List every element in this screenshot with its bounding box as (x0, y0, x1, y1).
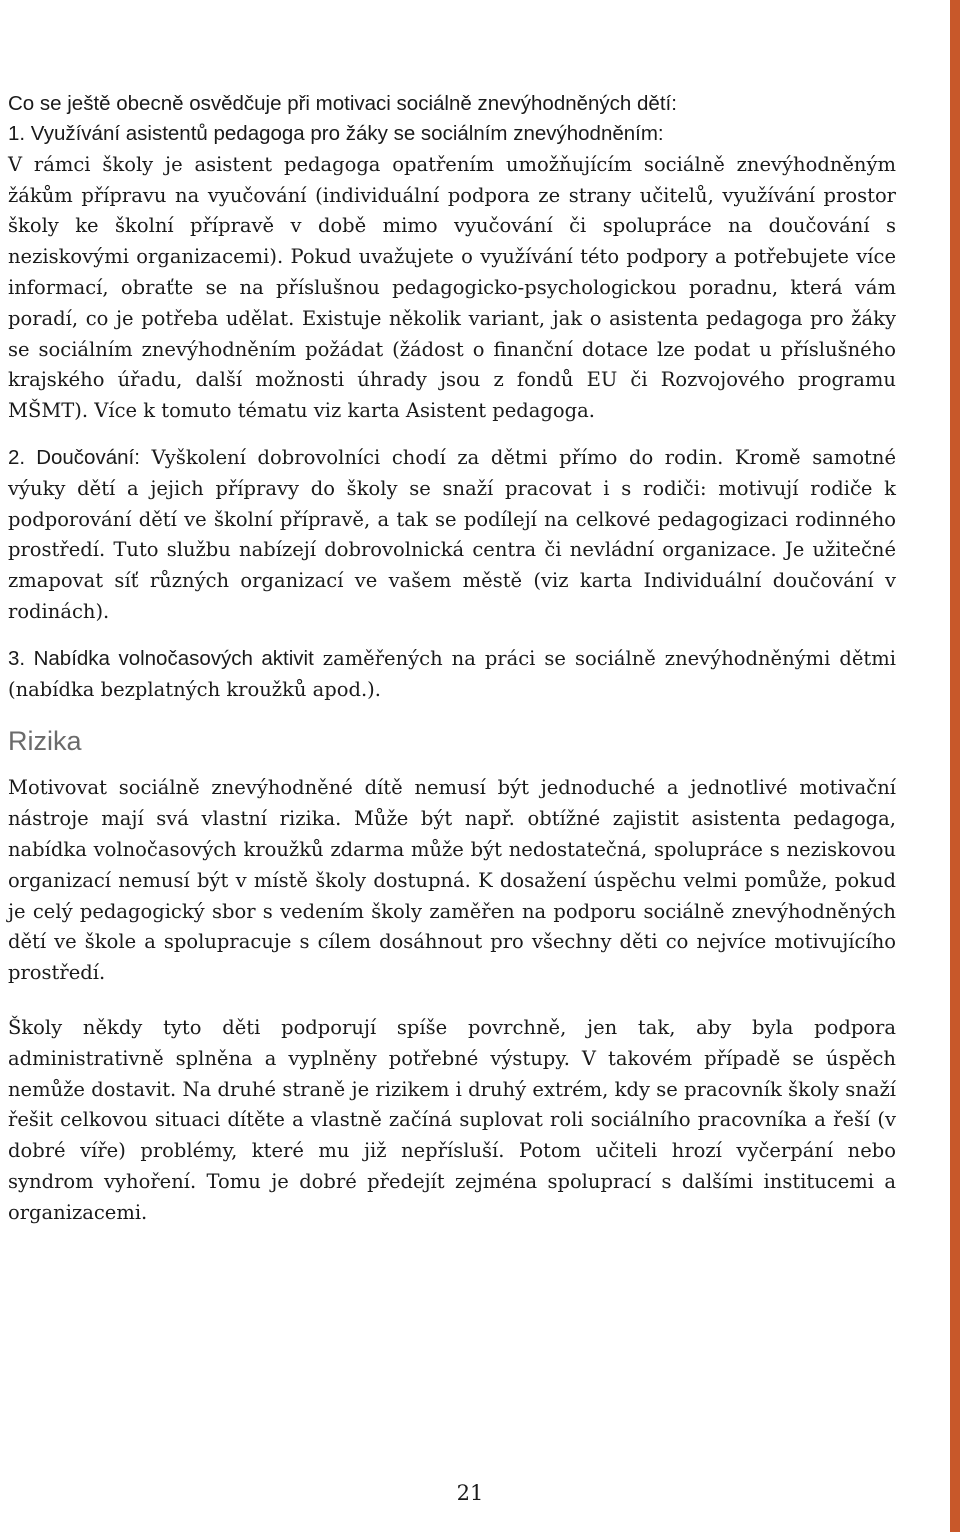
section-heading-rizika: Rizika (8, 726, 82, 757)
item-3-paragraph (8, 644, 896, 706)
item-2-text: Vyškolení dobrovolníci chodí za dětmi přímo do rodin. Kromě samotné výuky dětí a jejich přípravy do školy se snaží pracovat i s rodiči: motivují rodiče k podporování dětí ve školní přípravě, a tak se podílejí na celkové pedagogizaci rodinného prostředí. Tuto službu nabízejí dobrovolnická centra či nevládní organizace. Je užitečné zmapovat síť různých organizací ve vašem městě (viz karta Individuální doučování v rodinách). (8, 445, 896, 623)
item-1-lead: 1. Využívání asistentů pedagoga pro žáky se sociálním znevýhodněním: (8, 122, 664, 145)
page-number: 21 (456, 1481, 484, 1505)
item-1-text: V rámci školy je asistent pedagoga opatřením umožňujícím sociálně znevýhodněným žákům přípravu na vyučování (individuální podpora ze strany učitelů, využívání prostor školy ke školní přípravě v době mimo vyučování či spolupráce na doučování s neziskovými organizacemi). Pokud uvažujete o využívání této podpory a potřebujete více informací, obraťte se na příslušnou pedagogicko-psychologickou poradnu, která vám poradí, co je potřeba udělat. Existuje několik variant, jak o asistenta pedagoga pro žáky se sociálním znevýhodněním požádat (žádost o finanční dotace lze podat u příslušného krajského úřadu, další možnosti úhrady jsou z fondů EU či Rozvojového programu MŠMT). Více k tomuto tématu viz karta Asistent pedagoga. (8, 152, 896, 423)
item-1-paragraph (8, 119, 896, 427)
rizika-paragraph-2: Školy někdy tyto děti podporují spíše povrchně, jen tak, aby byla podpora administrativně splněna a vyplněny potřebné výstupy. V takovém případě se úspěch nemůže dostavit. Na druhé straně je rizikem i druhý extrém, kdy se pracovník školy snaží řešit celkovou situaci dítěte a vlastně začíná suplovat roli sociálního pracovníka a řeší (v dobré víře) problémy, které mu již nepřísluší. Potom učiteli hrozí vyčerpání nebo syndrom vyhoření. Tomu je dobré předejít zejména spoluprací s dalšími institucemi a organizacemi. (8, 1015, 896, 1224)
item-3-lead: 3. Nabídka volnočasových aktivit (8, 646, 314, 670)
intro-line: Co se ještě obecně osvědčuje při motivaci sociálně znevýhodněných dětí: (8, 92, 677, 115)
page-accent-bar (950, 0, 960, 1532)
item-2-lead: 2. Doučování: (8, 445, 140, 469)
item-2-paragraph (8, 443, 896, 628)
item-3-text: zaměřených na práci se sociálně znevýhodněnými dětmi (nabídka bezplatných kroužků apod.). (8, 646, 896, 701)
page-content (8, 88, 896, 1229)
rizika-paragraph-1: Motivovat sociálně znevýhodněné dítě nemusí být jednoduché a jednotlivé motivační nástroje mají svá vlastní rizika. Může být např. obtížné zajistit asistenta pedagoga, nabídka volnočasových kroužků zdarma může být nedostatečná, spolupráce s neziskovou organizací nemusí být v místě školy dostupná. K dosažení úspěchu velmi pomůže, pokud je celý pedagogický sbor s vedením školy zaměřen na podporu sociálně znevýhodněných dětí ve škole a spolupracuje s cílem dosáhnout pro všechny děti co nejvíce motivujícího prostředí. (8, 776, 896, 985)
